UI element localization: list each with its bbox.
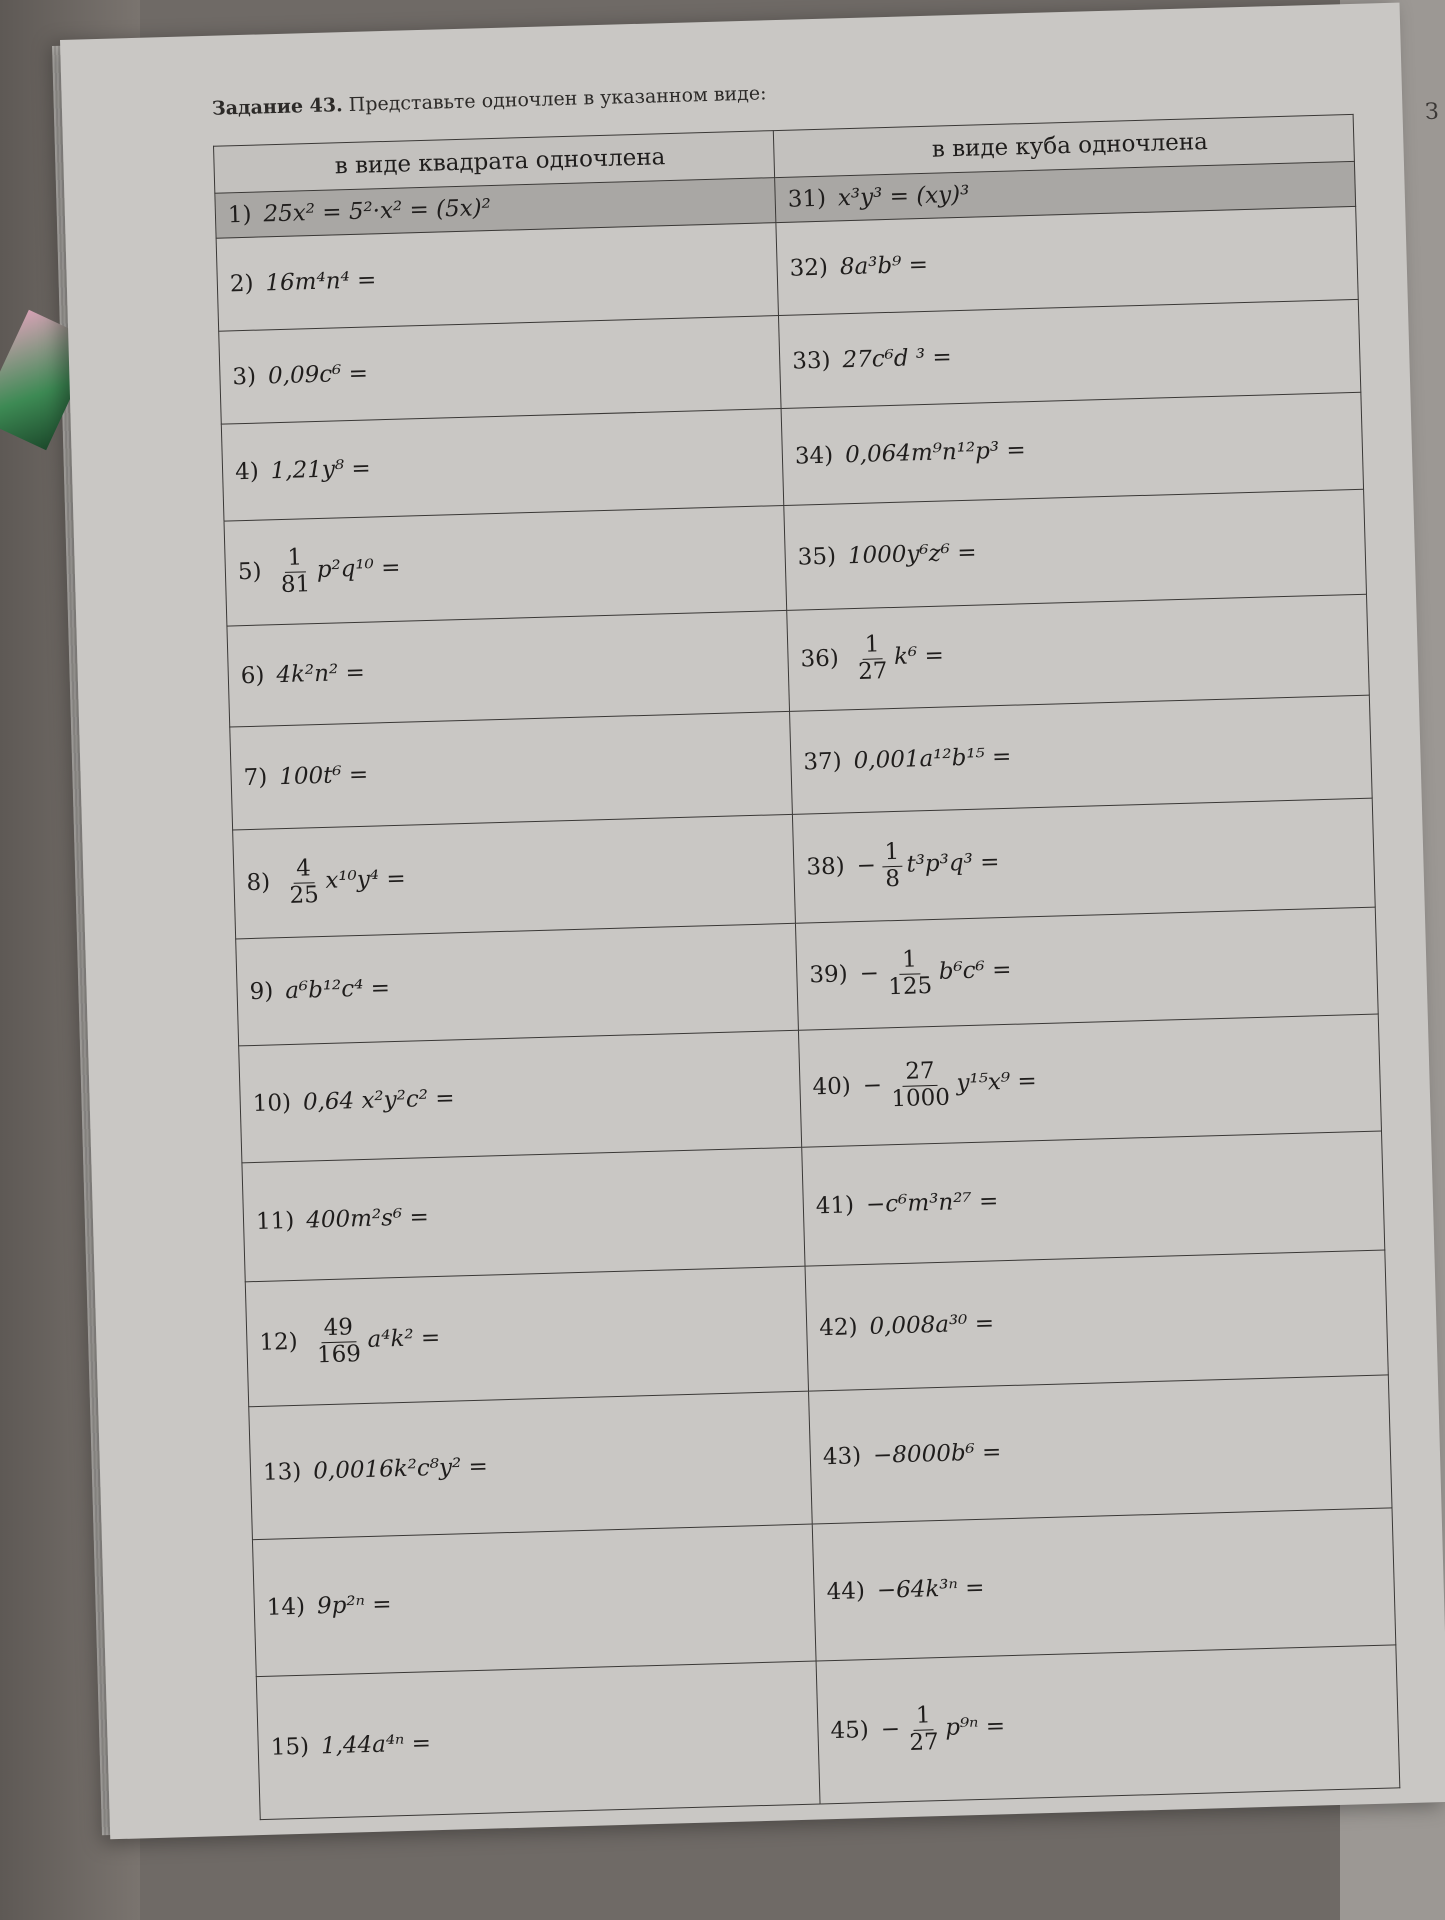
minus-sign: − xyxy=(880,1716,901,1743)
square-task-cell[interactable] xyxy=(239,1030,802,1163)
fraction xyxy=(854,632,891,685)
minus-sign: − xyxy=(856,852,877,880)
cube-task-cell[interactable] xyxy=(795,907,1378,1030)
task-number-label: 11) xyxy=(255,1207,295,1235)
task-number-label: 3) xyxy=(232,363,257,391)
fraction-denominator: 27 xyxy=(857,657,888,685)
square-task-cell[interactable] xyxy=(242,1147,805,1282)
monomial-expression: 16m⁴n⁴ = xyxy=(265,267,377,297)
fraction-denominator: 27 xyxy=(909,1728,940,1756)
task-number-label: 39) xyxy=(809,961,849,989)
cube-task-cell[interactable] xyxy=(802,1131,1385,1266)
task-number-label: 2) xyxy=(229,270,254,298)
cube-task-cell[interactable] xyxy=(790,695,1373,814)
square-task-cell[interactable] xyxy=(256,1661,820,1820)
task-number-label: 14) xyxy=(266,1593,306,1621)
task-number-label: 6) xyxy=(240,662,265,690)
monomial-expression: k⁶ = xyxy=(893,642,945,670)
cube-task-cell[interactable] xyxy=(816,1645,1400,1804)
cube-task-cell[interactable] xyxy=(778,299,1360,408)
monomial-expression: −64k³ⁿ = xyxy=(876,1574,985,1604)
square-task-cell[interactable] xyxy=(233,814,796,939)
monomial-expression: 100t⁶ = xyxy=(278,761,369,791)
fraction-numerator: 27 xyxy=(902,1059,938,1086)
monomial-expression: 8a³b⁹ = xyxy=(839,251,929,281)
table-row xyxy=(256,1645,1400,1820)
monomial-expression: 0,064m⁹n¹²p³ = xyxy=(844,437,1027,469)
task-number-label: 4) xyxy=(234,458,260,486)
task-number-label: 38) xyxy=(806,853,845,881)
monomial-expression: t³p³q³ = xyxy=(906,849,1000,878)
monomial-expression: b⁶c⁶ = xyxy=(938,956,1012,985)
fraction xyxy=(884,947,935,1000)
square-task-cell[interactable] xyxy=(236,923,799,1046)
monomial-expression: 0,008a³⁰ = xyxy=(869,1310,995,1340)
monomial-expression: 0,64 x²y²c² = xyxy=(302,1085,455,1116)
task-number: Задание 43. xyxy=(211,94,343,120)
task-number-label: 31) xyxy=(787,185,827,213)
task-number-label: 45) xyxy=(830,1717,870,1745)
cube-task-cell[interactable] xyxy=(784,489,1367,610)
task-number-label: 9) xyxy=(249,978,274,1006)
task-number-label: 32) xyxy=(789,254,829,282)
monomial-expression: 400m²s⁶ = xyxy=(305,1204,430,1234)
monomial-expression: 27c⁶d ³ = xyxy=(842,344,953,374)
fraction-numerator: 1 xyxy=(284,546,305,573)
monomial-expression: x¹⁰y⁴ = xyxy=(325,865,407,894)
header-right: в виде куба одночлена xyxy=(773,114,1354,177)
header-left: в виде квадрата одночлена xyxy=(214,131,775,194)
task-number-label: 35) xyxy=(797,543,837,571)
square-task-cell[interactable] xyxy=(219,316,781,425)
cube-task-cell[interactable] xyxy=(781,392,1363,505)
monomial-expression: 1,44a⁴ⁿ = xyxy=(320,1730,432,1760)
square-task-cell[interactable] xyxy=(245,1266,808,1407)
cube-task-cell[interactable] xyxy=(787,594,1370,711)
fraction xyxy=(313,1315,364,1368)
monomial-expression: p²q¹⁰ = xyxy=(316,554,401,584)
task-number-label: 41) xyxy=(815,1192,855,1220)
fraction xyxy=(905,1703,942,1756)
minus-sign: − xyxy=(859,960,880,988)
task-number-label: 1) xyxy=(227,201,252,229)
square-task-cell[interactable] xyxy=(230,711,793,830)
monomial-expression: 1,21y⁸ = xyxy=(270,455,372,485)
task-number-label: 44) xyxy=(826,1578,866,1606)
fraction xyxy=(286,856,323,909)
fraction xyxy=(887,1059,953,1112)
monomial-expression: a⁶b¹²c⁴ = xyxy=(284,975,391,1005)
fraction-denominator: 8 xyxy=(884,865,901,892)
fraction-numerator: 1 xyxy=(899,948,920,975)
monomial-expression: −8000b⁶ = xyxy=(872,1439,1002,1469)
fraction-denominator: 81 xyxy=(280,570,311,598)
square-task-cell[interactable] xyxy=(216,223,778,332)
square-task-cell[interactable] xyxy=(224,505,787,626)
monomial-expression: 25x² = 5²·x² = (5x)² xyxy=(263,195,492,228)
task-number-label: 40) xyxy=(812,1073,852,1101)
monomial-expression: 9p²ⁿ = xyxy=(316,1591,392,1620)
task-number-label: 36) xyxy=(800,645,840,673)
monomial-expression: −c⁶m³n²⁷ = xyxy=(865,1188,999,1218)
monomial-expression: 0,09c⁶ = xyxy=(267,360,369,390)
fraction xyxy=(881,840,903,892)
corner-letter: З xyxy=(1425,100,1439,125)
task-number-label: 15) xyxy=(270,1733,310,1761)
cube-task-cell[interactable] xyxy=(798,1014,1381,1147)
fraction-denominator: 1000 xyxy=(891,1084,951,1112)
fraction-numerator: 49 xyxy=(320,1315,356,1342)
square-task-cell[interactable] xyxy=(227,610,790,727)
monomial-expression: 0,001a¹²b¹⁵ = xyxy=(853,743,1012,775)
exercise-table xyxy=(213,114,1400,1820)
square-task-cell[interactable] xyxy=(249,1391,812,1540)
task-number-label: 10) xyxy=(252,1089,292,1118)
monomial-expression: 0,0016k²c⁸y² = xyxy=(312,1453,489,1485)
task-number-label: 5) xyxy=(237,558,262,586)
square-task-cell[interactable] xyxy=(252,1524,816,1677)
task-instruction: Представьте одночлен в указанном виде: xyxy=(348,82,767,116)
fraction-denominator: 25 xyxy=(289,881,320,909)
task-title xyxy=(212,82,767,119)
task-number-label: 12) xyxy=(259,1328,299,1356)
square-task-cell[interactable] xyxy=(221,409,783,522)
monomial-expression: 1000y⁶z⁶ = xyxy=(847,539,977,570)
workbook-page xyxy=(60,3,1445,1840)
fraction-numerator: 1 xyxy=(861,632,882,659)
task-number-label: 37) xyxy=(803,748,843,776)
cube-task-cell[interactable] xyxy=(809,1375,1392,1524)
cube-task-cell[interactable] xyxy=(812,1508,1396,1661)
monomial-expression: y¹⁵x⁹ = xyxy=(956,1068,1038,1097)
task-number-label: 13) xyxy=(262,1458,302,1486)
fraction-numerator: 1 xyxy=(913,1703,934,1730)
cube-task-cell[interactable] xyxy=(805,1250,1388,1391)
monomial-expression: p⁹ⁿ = xyxy=(944,1713,1006,1741)
minus-sign: − xyxy=(862,1072,883,1099)
task-number-label: 8) xyxy=(246,869,271,897)
task-number-label: 43) xyxy=(822,1443,862,1471)
task-number-label: 42) xyxy=(818,1314,858,1342)
monomial-expression: a⁴k² = xyxy=(367,1324,441,1353)
task-number-label: 7) xyxy=(243,764,268,792)
fraction-numerator: 1 xyxy=(881,840,902,867)
cube-task-cell[interactable] xyxy=(776,206,1358,315)
fraction-denominator: 125 xyxy=(887,972,933,1000)
fraction-denominator: 169 xyxy=(316,1340,362,1368)
monomial-expression: 4k²n² = xyxy=(276,659,366,689)
task-number-label: 34) xyxy=(794,442,834,470)
fraction-numerator: 4 xyxy=(293,856,314,883)
task-number-label: 33) xyxy=(791,347,831,375)
cube-task-cell[interactable] xyxy=(792,798,1375,923)
monomial-expression: x³y³ = (xy)³ xyxy=(837,181,970,212)
fraction xyxy=(277,545,314,598)
